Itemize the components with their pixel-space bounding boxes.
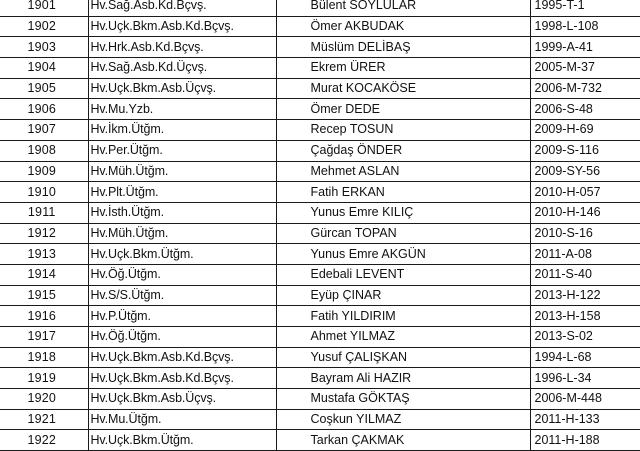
registry-number-cell: 2009-H-69 [530,120,640,141]
rank-cell: Hv.Uçk.Bkm.Asb.Üçvş. [88,78,276,99]
table-row [0,327,640,348]
person-name-cell: Recep TOSUN [276,120,530,141]
table-row [0,78,640,99]
rank-cell: Hv.Müh.Ütğm. [88,161,276,182]
row-number-cell: 1907 [0,120,88,141]
rank-cell: Hv.Öğ.Ütğm. [88,327,276,348]
person-name-cell: Tarkan ÇAKMAK [276,430,530,451]
table-row [0,347,640,368]
rank-cell: Hv.Uçk.Bkm.Asb.Üçvş. [88,389,276,410]
registry-number-cell: 2011-S-40 [530,264,640,285]
row-number-cell: 1903 [0,37,88,58]
row-number-cell: 1915 [0,285,88,306]
row-number-cell: 1904 [0,58,88,79]
registry-number-cell: 2006-S-48 [530,99,640,120]
person-name-cell: Murat KOCAKÖSE [276,78,530,99]
row-number-cell: 1917 [0,327,88,348]
table-row [0,161,640,182]
registry-number-cell: 1995-T-1 [530,0,640,16]
table-row [0,16,640,37]
registry-number-cell: 2006-M-732 [530,78,640,99]
person-name-cell: Mehmet ASLAN [276,161,530,182]
table-row [0,37,640,58]
rank-cell: Hv.S/S.Ütğm. [88,285,276,306]
registry-number-cell: 1996-L-34 [530,368,640,389]
registry-number-cell: 2011-A-08 [530,244,640,265]
person-name-cell: Bayram Ali HAZIR [276,368,530,389]
table-row [0,140,640,161]
person-name-cell: Yunus Emre KILIÇ [276,202,530,223]
registry-number-cell: 2013-H-122 [530,285,640,306]
rank-cell: Hv.Uçk.Bkm.Asb.Kd.Bçvş. [88,368,276,389]
table-row [0,306,640,327]
row-number-cell: 1914 [0,264,88,285]
person-name-cell: Ömer AKBUDAK [276,16,530,37]
person-name-cell: Coşkun YILMAZ [276,409,530,430]
row-number-cell: 1921 [0,409,88,430]
table-row [0,0,640,16]
registry-number-cell: 2011-H-188 [530,430,640,451]
rank-cell: Hv.Öğ.Ütğm. [88,264,276,285]
person-name-cell: Yusuf ÇALIŞKAN [276,347,530,368]
table-row [0,58,640,79]
person-name-cell: Ömer DEDE [276,99,530,120]
person-name-cell: Fatih YILDIRIM [276,306,530,327]
registry-number-cell: 2010-S-16 [530,223,640,244]
person-name-cell: Yunus Emre AKGÜN [276,244,530,265]
rank-cell: Hv.Per.Ütğm. [88,140,276,161]
row-number-cell: 1913 [0,244,88,265]
person-name-cell: Eyüp ÇINAR [276,285,530,306]
rank-cell: Hv.Uçk.Bkm.Asb.Kd.Bçvş. [88,16,276,37]
registry-number-cell: 1999-A-41 [530,37,640,58]
rank-cell: Hv.İsth.Ütğm. [88,202,276,223]
row-number-cell: 1906 [0,99,88,120]
row-number-cell: 1916 [0,306,88,327]
table-row [0,223,640,244]
registry-number-cell: 1994-L-68 [530,347,640,368]
table-row [0,409,640,430]
row-number-cell: 1905 [0,78,88,99]
table-row [0,99,640,120]
person-name-cell: Ekrem ÜRER [276,58,530,79]
registry-number-cell: 2005-M-37 [530,58,640,79]
row-number-cell: 1910 [0,182,88,203]
registry-number-cell: 2009-SY-56 [530,161,640,182]
registry-number-cell: 2009-S-116 [530,140,640,161]
table-row [0,244,640,265]
registry-number-cell: 2011-H-133 [530,409,640,430]
row-number-cell: 1920 [0,389,88,410]
rank-cell: Hv.Uçk.Bkm.Asb.Kd.Bçvş. [88,347,276,368]
table-row [0,202,640,223]
person-name-cell: Çağdaş ÖNDER [276,140,530,161]
table-row [0,120,640,141]
rank-cell: Hv.Mu.Ütğm. [88,409,276,430]
person-name-cell: Edebali LEVENT [276,264,530,285]
person-name-cell: Ahmet YILMAZ [276,327,530,348]
row-number-cell: 1919 [0,368,88,389]
person-name-cell: Gürcan TOPAN [276,223,530,244]
person-name-cell: Mustafa GÖKTAŞ [276,389,530,410]
table-row [0,264,640,285]
rank-cell: Hv.Hrk.Asb.Kd.Bçvş. [88,37,276,58]
person-name-cell: Fatih ERKAN [276,182,530,203]
table-row [0,368,640,389]
rank-cell: Hv.Sağ.Asb.Kd.Üçvş. [88,58,276,79]
person-name-cell: Bülent SOYLULAR [276,0,530,16]
registry-number-cell: 2010-H-146 [530,202,640,223]
table-row [0,285,640,306]
table-row [0,430,640,451]
row-number-cell: 1922 [0,430,88,451]
registry-number-cell: 2013-H-158 [530,306,640,327]
row-number-cell: 1909 [0,161,88,182]
rank-cell: Hv.Uçk.Bkm.Ütğm. [88,244,276,265]
registry-number-cell: 1998-L-108 [530,16,640,37]
rank-cell: Hv.Müh.Ütğm. [88,223,276,244]
table-row [0,389,640,410]
row-number-cell: 1908 [0,140,88,161]
row-number-cell: 1901 [0,0,88,16]
registry-number-cell: 2010-H-057 [530,182,640,203]
row-number-cell: 1918 [0,347,88,368]
person-name-cell: Müslüm DELİBAŞ [276,37,530,58]
rank-cell: Hv.P.Ütğm. [88,306,276,327]
rank-cell: Hv.Plt.Ütğm. [88,182,276,203]
row-number-cell: 1911 [0,202,88,223]
rank-cell: Hv.Sağ.Asb.Kd.Bçvş. [88,0,276,16]
table-row [0,182,640,203]
row-number-cell: 1912 [0,223,88,244]
rank-cell: Hv.İkm.Ütğm. [88,120,276,141]
registry-number-cell: 2013-S-02 [530,327,640,348]
row-number-cell: 1902 [0,16,88,37]
registry-number-cell: 2006-M-448 [530,389,640,410]
rank-cell: Hv.Uçk.Bkm.Ütğm. [88,430,276,451]
rank-cell: Hv.Mu.Yzb. [88,99,276,120]
